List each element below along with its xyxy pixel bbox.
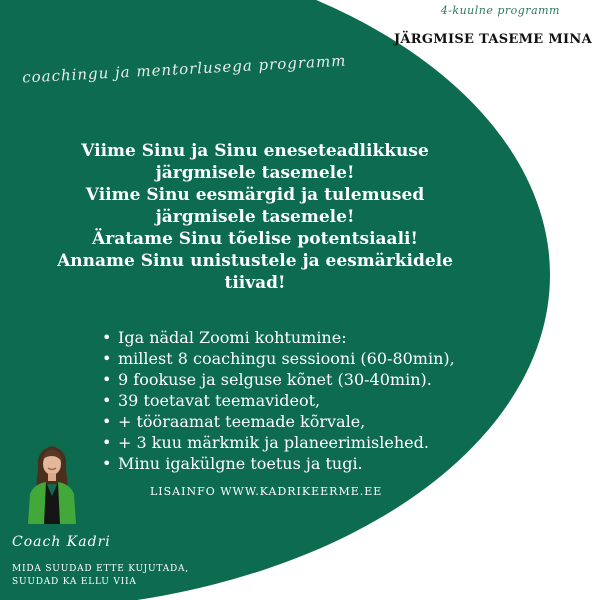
headline-line: tiivad! (224, 273, 286, 293)
feature-item: • + 3 kuu märkmik ja planeerimislehed. (118, 432, 455, 453)
feature-item: • Minu igakülgne toetus ja tugi. (118, 453, 455, 474)
headline-line: järgmisele tasemele! (155, 163, 355, 183)
features-list (102, 327, 455, 474)
coach-signature: Coach Kadri (12, 534, 111, 550)
coach-portrait (20, 438, 84, 524)
feature-item: • + tööraamat teemade kõrvale, (118, 411, 455, 432)
headline (40, 140, 470, 294)
tagline-line: SUUDAD KA ELLU VIIA (12, 577, 137, 587)
feature-item: • Iga nädal Zoomi kohtumine: (118, 327, 455, 348)
feature-item: • 9 fookuse ja selguse kõnet (30-40min). (118, 369, 455, 390)
program-type-script: coachingu ja mentorlusega programm (21, 51, 347, 87)
feature-item: • millest 8 coachingu sessiooni (60-80min), (118, 348, 455, 369)
headline-line: järgmisele tasemele! (155, 207, 355, 227)
headline-line: Anname Sinu unistustele ja eesmärkidele (57, 251, 453, 271)
program-title: JÄRGMISE TASEME MINA (393, 32, 592, 47)
tagline-line: MIDA SUUDAD ETTE KUJUTADA, (12, 564, 189, 574)
headline-line: Viime Sinu eesmärgid ja tulemused (85, 185, 425, 205)
feature-item: • 39 toetavat teemavideot, (118, 390, 455, 411)
more-info-link[interactable]: LISAINFO WWW.KADRIKEERME.EE (150, 485, 383, 498)
program-duration-script: 4-kuulne programm (440, 4, 560, 17)
headline-line: Viime Sinu ja Sinu eneseteadlikkuse (81, 141, 429, 161)
tagline (12, 563, 189, 589)
headline-line: Äratame Sinu tõelise potentsiaali! (92, 229, 418, 249)
